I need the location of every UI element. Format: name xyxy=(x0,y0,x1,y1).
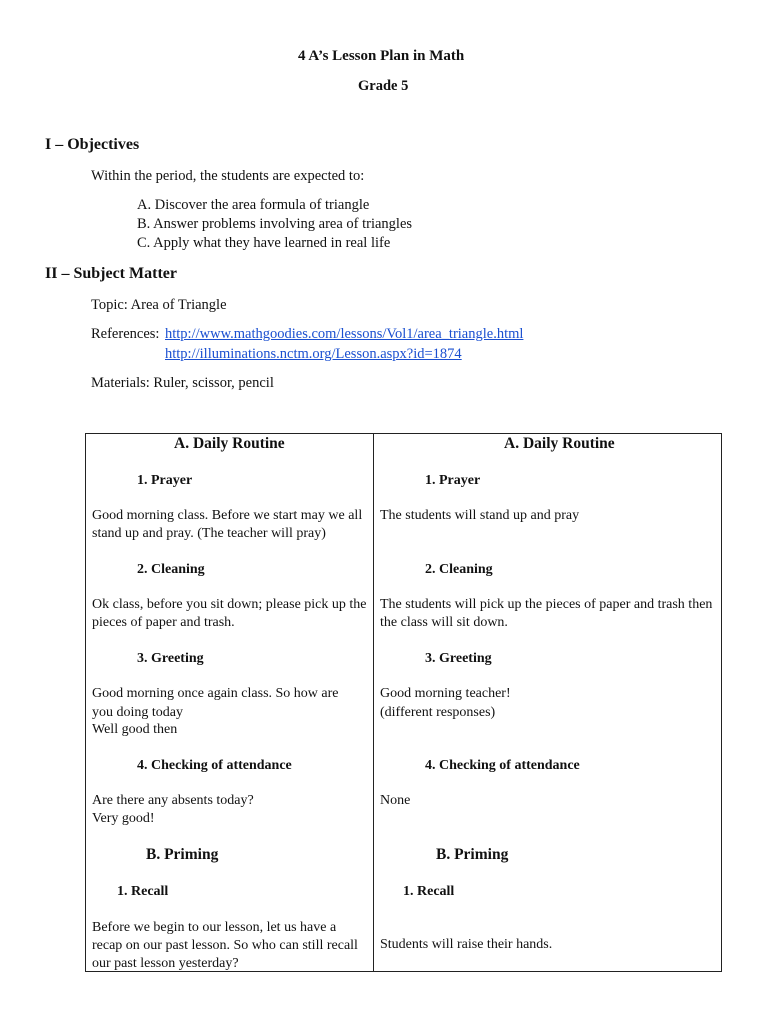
grade-label: Grade 5 xyxy=(358,78,409,94)
teacher-greeting-heading: 3. Greeting xyxy=(137,651,204,666)
objectives-heading: I – Objectives xyxy=(45,136,140,153)
document-title: 4 A’s Lesson Plan in Math xyxy=(298,48,465,64)
student-attendance-text: None xyxy=(380,793,411,808)
objective-item-c: C. Apply what they have learned in real life xyxy=(137,235,391,251)
lesson-plan-table xyxy=(85,433,722,972)
teacher-recall-text: Before we begin to our lesson, let us have a recap on our past lesson. So who can still recall our past lesson yesterday? xyxy=(92,920,358,971)
teacher-attendance-heading: 4. Checking of attendance xyxy=(137,758,292,773)
student-priming-heading: B. Priming xyxy=(436,846,509,863)
teacher-prayer-text: Good morning class. Before we start may we all stand up and pray. (The teacher will pray) xyxy=(92,508,363,541)
reference-link-illuminations[interactable]: http://illuminations.nctm.org/Lesson.aspx?id=1874 xyxy=(165,346,462,362)
teacher-recall-heading: 1. Recall xyxy=(117,884,169,899)
teacher-attendance-line2: Very good! xyxy=(92,811,155,826)
student-greeting-line1: Good morning teacher! xyxy=(380,686,511,701)
objective-item-a: A. Discover the area formula of triangle xyxy=(137,197,370,213)
student-prayer-text: The students will stand up and pray xyxy=(380,508,580,523)
student-greeting-heading: 3. Greeting xyxy=(425,651,492,666)
reference-link-mathgoodies[interactable]: http://www.mathgoodies.com/lessons/Vol1/area_triangle.html xyxy=(165,326,524,342)
teacher-daily-routine-heading: A. Daily Routine xyxy=(174,435,285,452)
teacher-greeting-line1: Good morning once again class. So how are xyxy=(92,686,339,701)
teacher-greeting-line3: Well good then xyxy=(92,722,178,737)
column-divider xyxy=(373,434,374,971)
references-label: References: xyxy=(91,326,160,342)
teacher-priming-heading: B. Priming xyxy=(146,846,219,863)
student-attendance-heading: 4. Checking of attendance xyxy=(425,758,580,773)
teacher-cleaning-heading: 2. Cleaning xyxy=(137,562,205,577)
student-recall-heading: 1. Recall xyxy=(403,884,455,899)
materials-line: Materials: Ruler, scissor, pencil xyxy=(91,375,274,391)
student-cleaning-heading: 2. Cleaning xyxy=(425,562,493,577)
topic-line: Topic: Area of Triangle xyxy=(91,297,227,313)
student-greeting-line2: (different responses) xyxy=(380,705,496,720)
teacher-prayer-heading: 1. Prayer xyxy=(137,473,193,488)
objective-item-b: B. Answer problems involving area of triangles xyxy=(137,216,413,232)
student-recall-text: Students will raise their hands. xyxy=(380,937,553,952)
objectives-intro: Within the period, the students are expected to: xyxy=(91,168,365,184)
subject-matter-heading: II – Subject Matter xyxy=(45,265,177,282)
teacher-cleaning-text: Ok class, before you sit down; please pick up the pieces of paper and trash. xyxy=(92,597,367,630)
teacher-greeting-line2: you doing today xyxy=(92,705,183,720)
student-cleaning-text: The students will pick up the pieces of paper and trash then the class will sit down. xyxy=(380,597,713,630)
teacher-attendance-line1: Are there any absents today? xyxy=(92,793,254,808)
student-daily-routine-heading: A. Daily Routine xyxy=(504,435,615,452)
student-prayer-heading: 1. Prayer xyxy=(425,473,481,488)
